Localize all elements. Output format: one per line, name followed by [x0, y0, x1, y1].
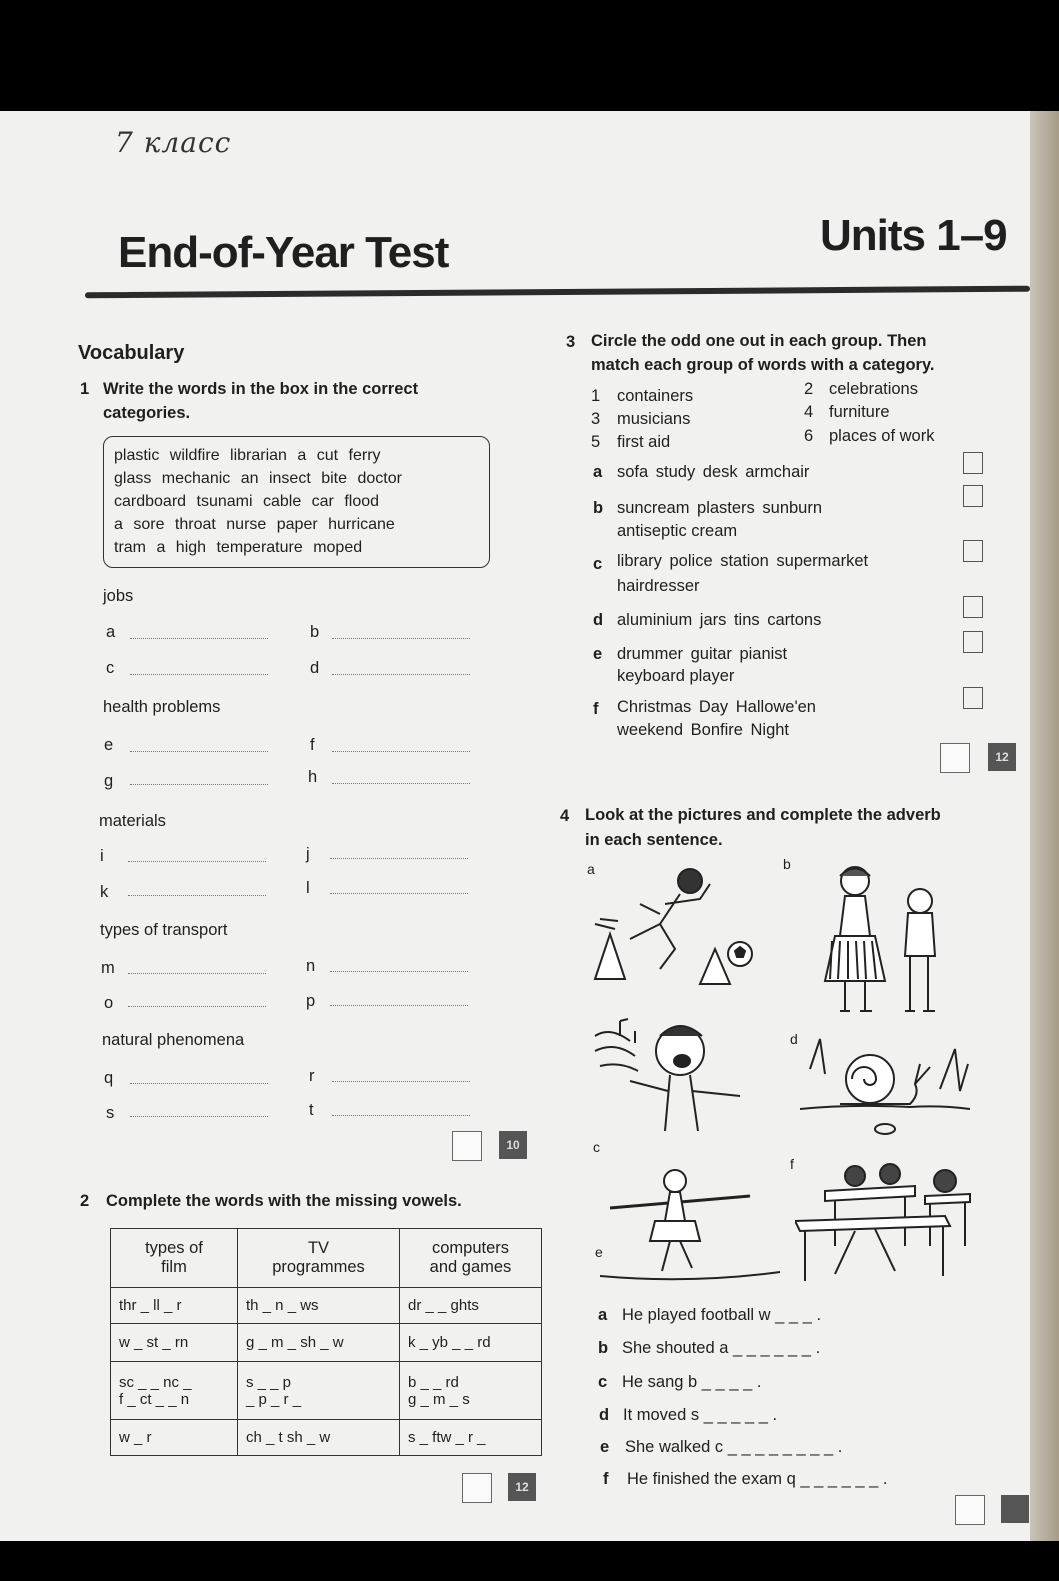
group-answer-box[interactable]	[963, 596, 983, 618]
sentence-text[interactable]: He finished the exam q _ _ _ _ _ _ .	[627, 1470, 888, 1488]
table-cell[interactable]: thr _ ll _ r	[111, 1288, 238, 1324]
category-number: 5	[591, 433, 601, 451]
answer-blank[interactable]	[130, 1083, 268, 1084]
group-words[interactable]: suncream plasters sunburn	[617, 499, 823, 517]
blank-letter: g	[104, 772, 114, 790]
category-jobs: jobs	[103, 587, 134, 605]
group-words[interactable]: library police station supermarket	[617, 552, 869, 570]
blank-letter: m	[101, 959, 115, 977]
blank-letter: o	[104, 994, 114, 1012]
answer-blank[interactable]	[130, 1116, 268, 1117]
table-cell[interactable]: sc _ _ nc _ f _ ct _ _ n	[111, 1362, 238, 1420]
blank-letter: r	[309, 1067, 315, 1085]
group-words[interactable]: Christmas Day Hallowe'en	[617, 698, 816, 716]
blank-letter: t	[309, 1101, 314, 1119]
header-line: film	[161, 1258, 187, 1276]
group-answer-box[interactable]	[963, 631, 983, 653]
word-box-row: a sore throat nurse paper hurricane	[114, 516, 395, 533]
answer-blank[interactable]	[330, 858, 468, 859]
table-cell[interactable]: w _ r	[111, 1420, 238, 1456]
group-letter: f	[593, 700, 599, 718]
ex1-instruction: Write the words in the box in the correct	[103, 380, 419, 398]
ex3-instruction: Circle the odd one out in each group. Then	[591, 332, 927, 350]
blank-letter: q	[104, 1069, 114, 1087]
page-title: End-of-Year Test	[118, 228, 449, 277]
header-line: computers	[431, 1239, 510, 1257]
header-line: types of	[145, 1239, 203, 1257]
score-box-ex1[interactable]	[452, 1131, 482, 1161]
table-cell[interactable]: k _ yb _ _ rd	[400, 1324, 542, 1362]
sentence-text[interactable]: She walked c _ _ _ _ _ _ _ _ .	[625, 1438, 843, 1456]
category-label: celebrations	[829, 380, 918, 398]
table-cell[interactable]: s _ ftw _ r _	[400, 1420, 542, 1456]
blank-letter: d	[310, 659, 320, 677]
answer-blank[interactable]	[128, 895, 266, 896]
score-total-ex1: 10	[499, 1131, 527, 1159]
category-number: 3	[591, 410, 601, 428]
category-number: 1	[591, 387, 601, 405]
group-words[interactable]: sofa study desk armchair	[617, 463, 810, 481]
answer-blank[interactable]	[332, 638, 470, 639]
sentence-text[interactable]: He sang b _ _ _ _ .	[622, 1373, 762, 1391]
table-cell[interactable]: s _ _ p _ p _ r _	[238, 1362, 400, 1420]
blank-letter: b	[310, 623, 320, 641]
answer-blank[interactable]	[330, 971, 468, 972]
answer-blank[interactable]	[130, 784, 268, 785]
blank-letter: k	[100, 883, 109, 901]
ex4-instruction-2: in each sentence.	[585, 831, 723, 849]
table-cell[interactable]: dr _ _ ghts	[400, 1288, 542, 1324]
picture-d-snail	[790, 1029, 975, 1139]
sentence-letter: d	[599, 1406, 610, 1424]
category-types-of-transport: types of transport	[100, 921, 228, 939]
ex4-number: 4	[560, 807, 570, 825]
blank-letter: s	[106, 1104, 115, 1122]
answer-blank[interactable]	[332, 674, 470, 675]
score-total-ex3: 12	[988, 743, 1016, 771]
score-box-ex4[interactable]	[955, 1495, 985, 1525]
answer-blank[interactable]	[332, 1115, 470, 1116]
picture-e-tightrope-walker	[600, 1156, 785, 1286]
picture-letter: d	[790, 1031, 798, 1047]
picture-letter: b	[783, 856, 791, 872]
answer-blank[interactable]	[128, 973, 266, 974]
sentence-letter: f	[603, 1470, 609, 1488]
picture-b-girl-shouting	[800, 861, 960, 1021]
score-box-ex3[interactable]	[940, 743, 970, 773]
group-answer-box[interactable]	[963, 485, 983, 507]
picture-c-singer	[590, 1011, 765, 1151]
group-words[interactable]: drummer guitar pianist	[617, 645, 788, 663]
blank-letter: i	[100, 847, 104, 865]
word-box-row: plastic wildfire librarian a cut ferry	[114, 447, 381, 464]
word-box-row: glass mechanic an insect bite doctor	[114, 470, 402, 487]
word-box	[103, 436, 490, 568]
table-header	[400, 1229, 542, 1288]
score-total-ex4	[1001, 1495, 1029, 1523]
group-letter: a	[593, 463, 603, 481]
group-answer-box[interactable]	[963, 687, 983, 709]
sentence-letter: e	[600, 1438, 610, 1456]
answer-blank[interactable]	[332, 1081, 470, 1082]
ex2-instruction: Complete the words with the missing vowels.	[106, 1192, 462, 1210]
group-words-2[interactable]: keyboard player	[617, 667, 735, 685]
table-cell[interactable]: w _ st _ rn	[111, 1324, 238, 1362]
answer-blank[interactable]	[330, 1005, 468, 1006]
sentence-text[interactable]: He played football w _ _ _ .	[622, 1306, 822, 1324]
header-line: and games	[429, 1258, 512, 1276]
picture-letter: e	[595, 1244, 603, 1260]
sentence-letter: b	[598, 1339, 609, 1357]
units-label: Units 1–9	[820, 211, 1007, 260]
group-letter: e	[593, 645, 603, 663]
blank-letter: c	[106, 659, 115, 677]
title-rule	[85, 286, 1030, 299]
picture-letter: c	[593, 1139, 600, 1155]
score-total-ex2: 12	[508, 1473, 536, 1501]
table-cell[interactable]: th _ n _ ws	[238, 1288, 400, 1324]
picture-f-students-exam	[795, 1156, 985, 1286]
answer-blank[interactable]	[128, 861, 266, 862]
answer-blank[interactable]	[332, 783, 470, 784]
sentence-letter: c	[598, 1373, 608, 1391]
handwritten-note: 7 класс	[115, 126, 232, 159]
blank-letter: a	[106, 623, 116, 641]
group-answer-box[interactable]	[963, 540, 983, 562]
answer-blank[interactable]	[130, 638, 268, 639]
header-line: TV	[307, 1239, 330, 1257]
ex2-number: 2	[80, 1192, 90, 1210]
table-header	[238, 1229, 400, 1288]
category-natural-phenomena: natural phenomena	[102, 1031, 245, 1049]
page-edge-shadow	[1030, 111, 1059, 1541]
sentence-text[interactable]: It moved s _ _ _ _ _ .	[623, 1406, 778, 1424]
blank-letter: e	[104, 736, 114, 754]
category-number: 2	[804, 380, 814, 398]
group-words-2[interactable]: antiseptic cream	[617, 522, 738, 540]
group-letter: c	[593, 555, 603, 573]
blank-letter: p	[306, 992, 316, 1010]
blank-letter: l	[306, 879, 310, 897]
group-words[interactable]: aluminium jars tins cartons	[617, 611, 822, 629]
picture-a-footballer	[590, 859, 760, 989]
table-cell[interactable]: b _ _ rd g _ m _ s	[400, 1362, 542, 1420]
test-page	[0, 111, 1030, 1541]
ex1-number: 1	[80, 380, 90, 398]
word-box-row: tram a high temperature moped	[114, 539, 363, 556]
header-line: programmes	[272, 1258, 365, 1276]
group-words-2[interactable]: weekend Bonfire Night	[617, 721, 790, 739]
category-label: musicians	[617, 410, 691, 428]
ex1-instruction-2: categories.	[103, 404, 191, 422]
blank-letter: n	[306, 957, 316, 975]
answer-blank[interactable]	[330, 893, 468, 894]
blank-letter: j	[306, 845, 310, 863]
ex3-number: 3	[566, 333, 576, 351]
sentence-letter: a	[598, 1306, 608, 1324]
category-label: containers	[617, 387, 694, 405]
word-box-row: cardboard tsunami cable car flood	[114, 493, 380, 510]
table-cell[interactable]: ch _ t sh _ w	[238, 1420, 400, 1456]
answer-blank[interactable]	[332, 751, 470, 752]
category-health-problems: health problems	[103, 698, 221, 716]
category-materials: materials	[99, 812, 166, 830]
section-heading-vocabulary: Vocabulary	[78, 342, 185, 364]
table-header	[111, 1229, 238, 1288]
table-cell[interactable]: g _ m _ sh _ w	[238, 1324, 400, 1362]
ex4-instruction: Look at the pictures and complete the adverb	[585, 806, 941, 824]
blank-letter: h	[308, 768, 318, 786]
blank-letter: f	[310, 736, 315, 754]
sentence-text[interactable]: She shouted a _ _ _ _ _ _ .	[622, 1339, 821, 1357]
picture-letter: a	[587, 861, 595, 877]
group-words-2[interactable]: hairdresser	[617, 577, 700, 595]
group-answer-box[interactable]	[963, 452, 983, 474]
group-letter: d	[593, 611, 604, 629]
answer-blank[interactable]	[130, 751, 268, 752]
answer-blank[interactable]	[130, 674, 268, 675]
score-box-ex2[interactable]	[462, 1473, 492, 1503]
picture-letter: f	[790, 1156, 794, 1172]
category-number: 6	[804, 427, 814, 445]
group-letter: b	[593, 499, 604, 517]
answer-blank[interactable]	[128, 1006, 266, 1007]
category-label: places of work	[829, 427, 935, 445]
category-label: first aid	[617, 433, 671, 451]
category-label: furniture	[829, 403, 890, 421]
category-number: 4	[804, 403, 814, 421]
ex3-instruction-2: match each group of words with a category.	[591, 356, 935, 374]
vowels-table	[110, 1228, 542, 1456]
